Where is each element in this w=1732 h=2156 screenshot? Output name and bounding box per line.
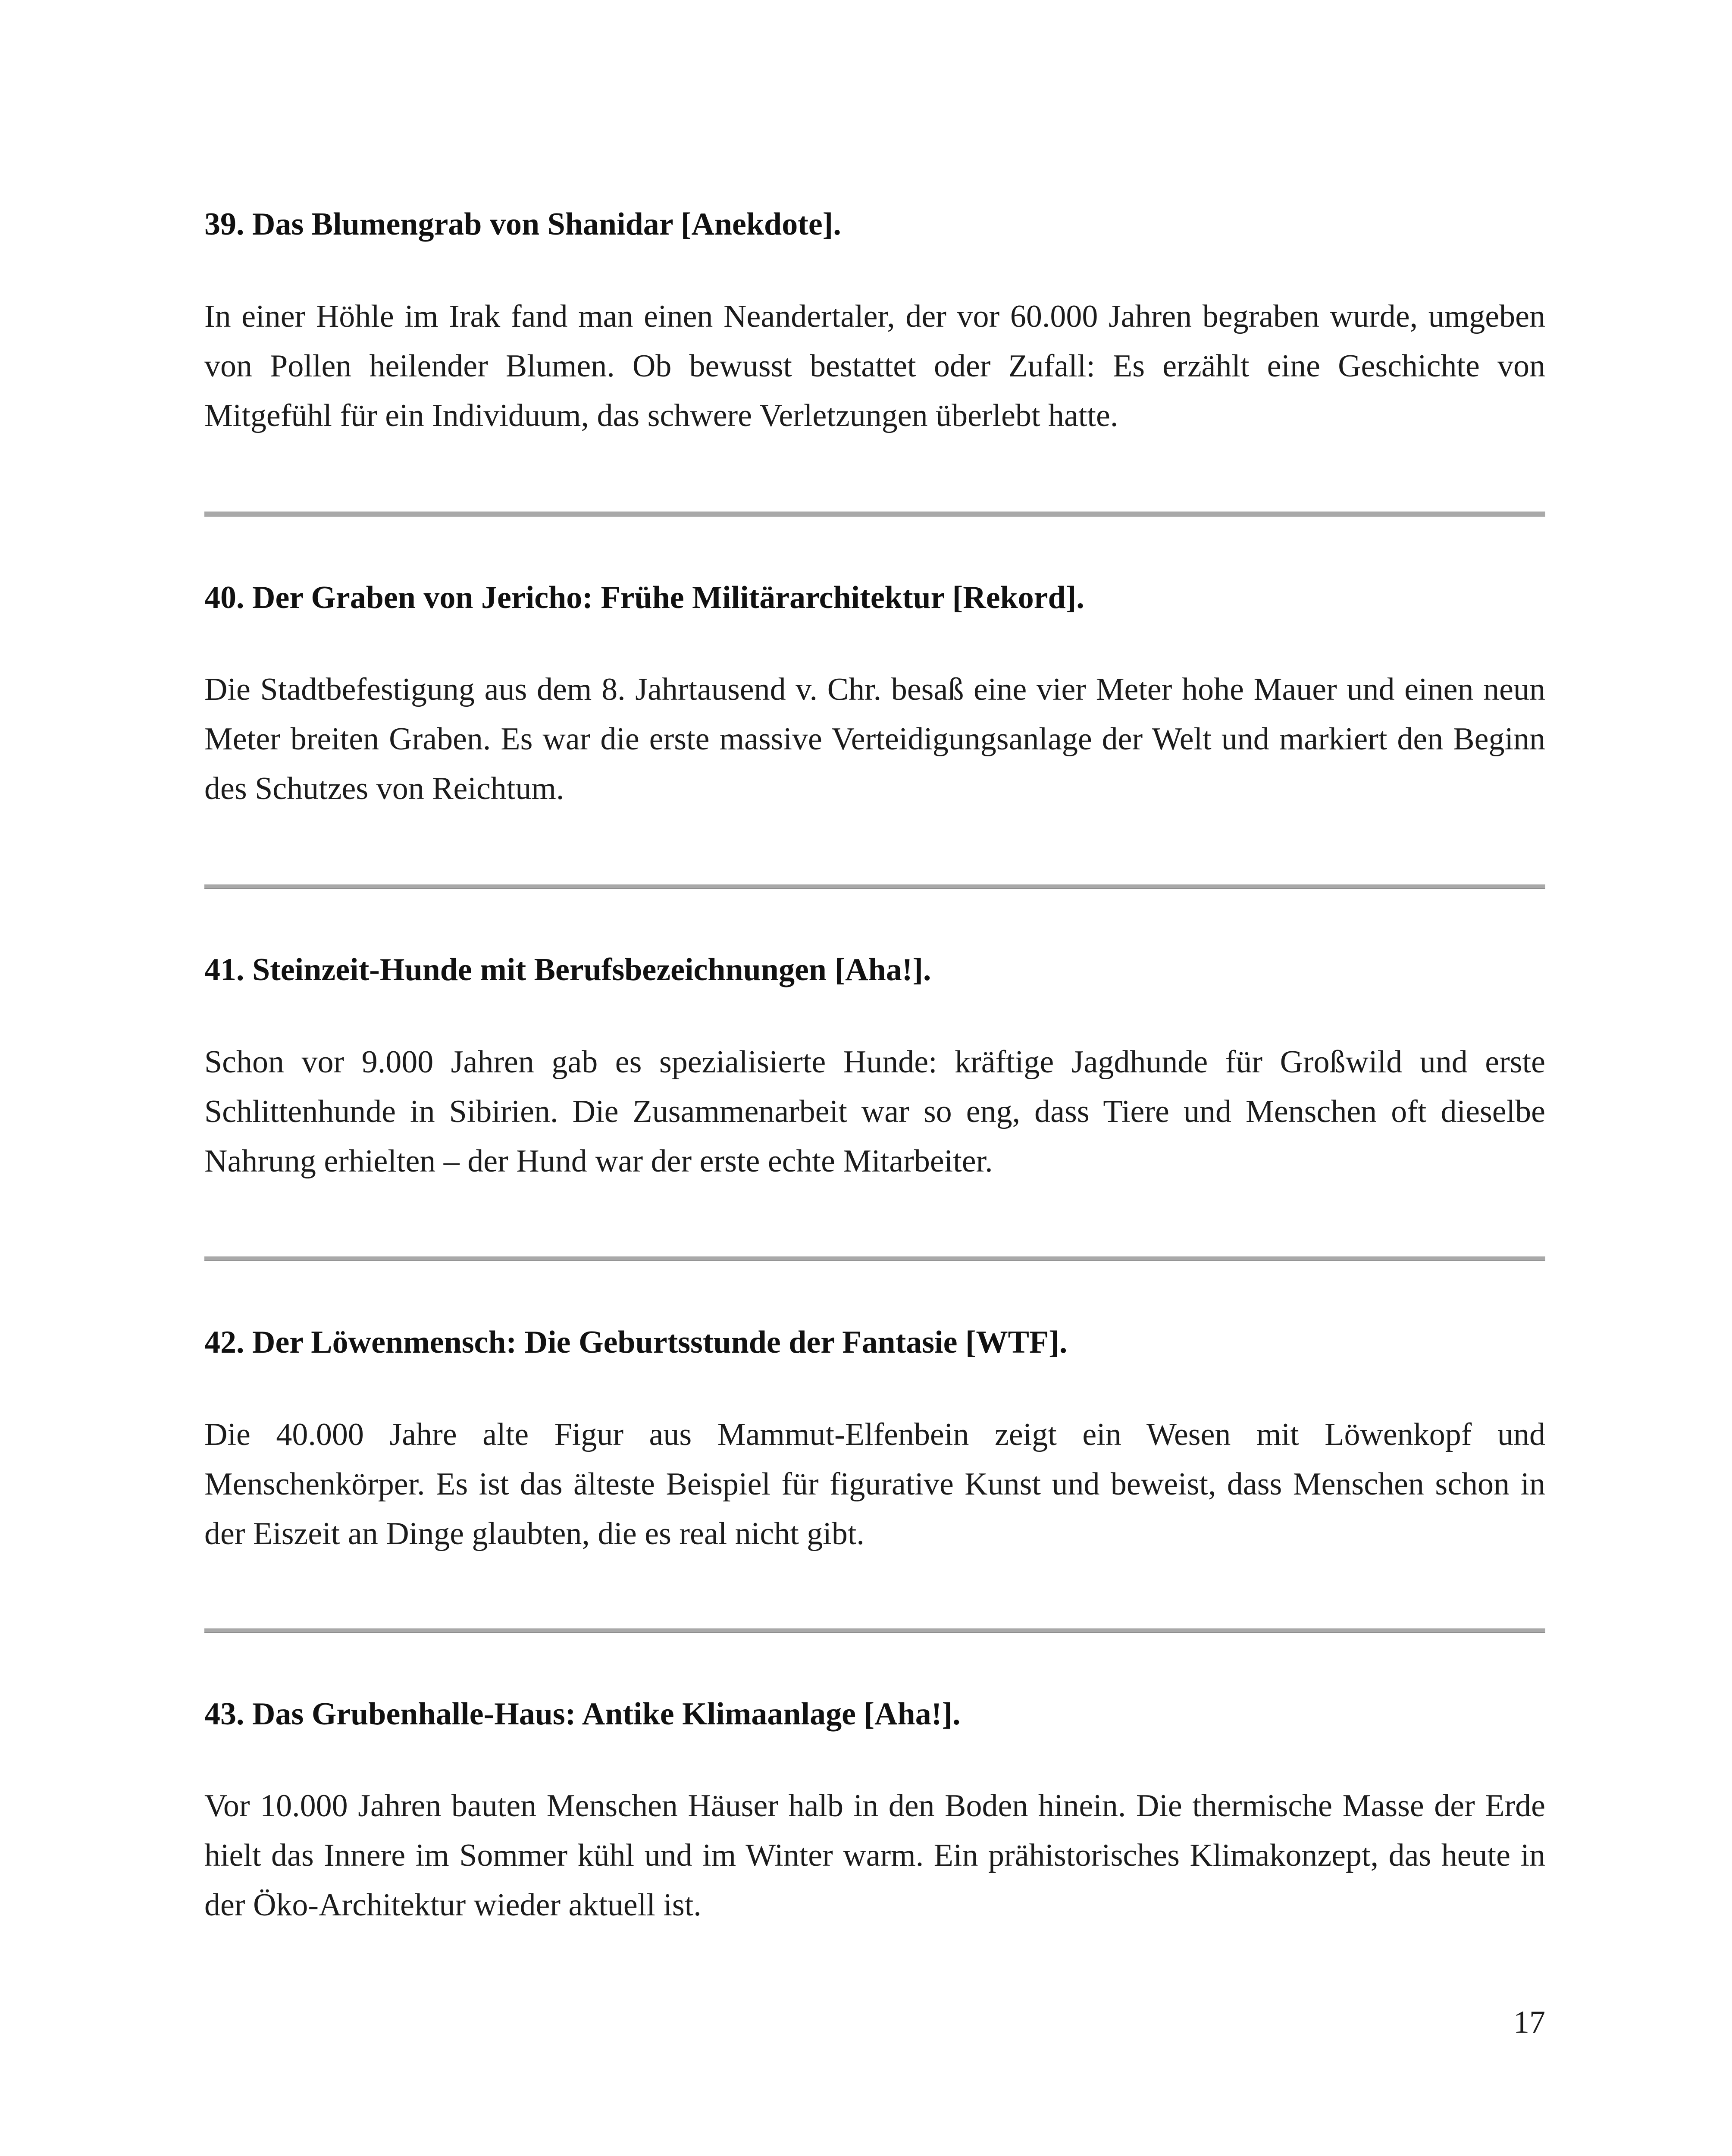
section-divider bbox=[204, 884, 1545, 889]
section-body: In einer Höhle im Irak fand man einen Neandertaler, der vor 60.000 Jahren begraben wurde, umgeben von Pollen heilender Blumen. Ob bewusst bestattet oder Zufall: Es erzählt eine Geschichte von Mitgefühl für ein Individuum, das schwere Verletzungen überlebt hatte. bbox=[204, 299, 1545, 433]
section-body: Die Stadtbefestigung aus dem 8. Jahrtausend v. Chr. besaß eine vier Meter hohe Mauer und einen neun Meter breiten Graben. Es war die erste massive Verteidigungsanlage der Welt und markiert den Beginn des Schutzes von Reichtum. bbox=[204, 672, 1545, 806]
section-heading: 41. Steinzeit-Hunde mit Berufsbezeichnungen [Aha!]. bbox=[204, 952, 931, 987]
section-divider bbox=[204, 511, 1545, 517]
section-43 bbox=[204, 1692, 1545, 1923]
section-42 bbox=[204, 1321, 1545, 1551]
section-body: Schon vor 9.000 Jahren gab es spezialisierte Hunde: kräftige Jagdhunde für Großwild und erste Schlittenhunde in Sibirien. Die Zusammenarbeit war so eng, dass Tiere und Menschen oft dieselbe Nahrung erhielten – der Hund war der erste echte Mitarbeiter. bbox=[204, 1044, 1545, 1179]
section-heading: 40. Der Graben von Jericho: Frühe Militärarchitektur [Rekord]. bbox=[204, 580, 1084, 615]
page-number: 17 bbox=[1513, 2005, 1545, 2040]
section-body: Die 40.000 Jahre alte Figur aus Mammut-Elfenbein zeigt ein Wesen mit Löwenkopf und Menschenkörper. Es ist das älteste Beispiel für figurative Kunst und beweist, dass Menschen schon in der Eiszeit an Dinge glaubten, die es real nicht gibt. bbox=[204, 1417, 1545, 1551]
section-heading: 43. Das Grubenhalle-Haus: Antike Klimaanlage [Aha!]. bbox=[204, 1696, 961, 1732]
section-40 bbox=[204, 576, 1545, 806]
section-heading: 42. Der Löwenmensch: Die Geburtsstunde der Fantasie [WTF]. bbox=[204, 1325, 1068, 1360]
section-heading: 39. Das Blumengrab von Shanidar [Anekdote]. bbox=[204, 207, 841, 242]
section-41 bbox=[204, 948, 1545, 1179]
section-divider bbox=[204, 1628, 1545, 1633]
section-divider bbox=[204, 1256, 1545, 1261]
section-39 bbox=[204, 203, 1545, 433]
section-body: Vor 10.000 Jahren bauten Menschen Häuser halb in den Boden hinein. Die thermische Masse der Erde hielt das Innere im Sommer kühl und im Winter warm. Ein prähistorisches Klimakonzept, das heute in der Öko-Architektur wieder aktuell ist. bbox=[204, 1788, 1545, 1923]
